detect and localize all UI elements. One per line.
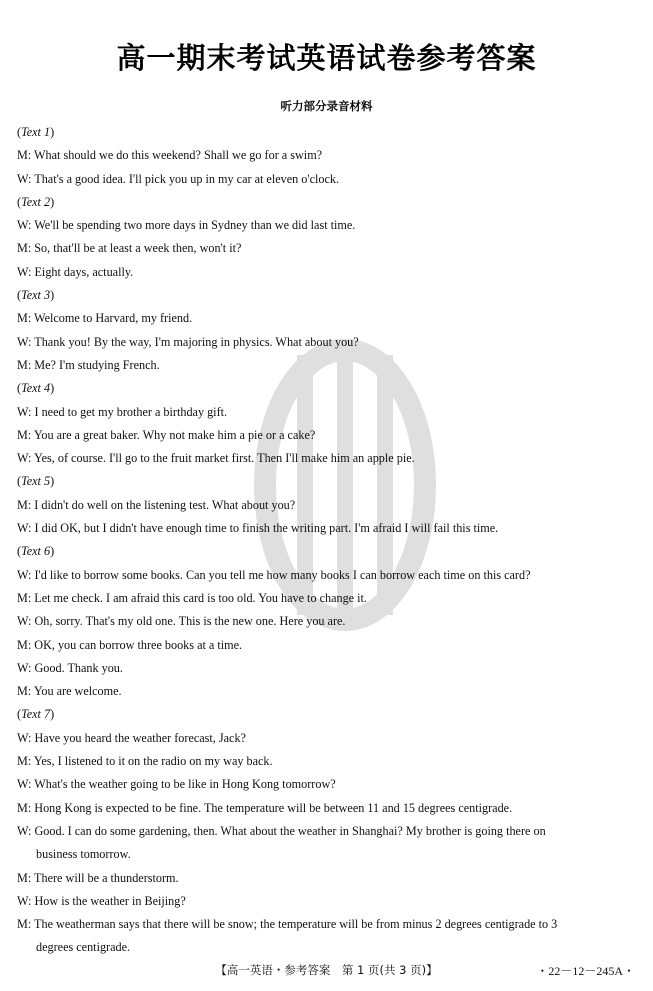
dialogue-line: W: Oh, sorry. That's my old one. This is the new one. Here you are. <box>17 614 346 629</box>
text-label: (Text 1) <box>17 125 55 139</box>
dialogue-line: degrees centigrade. <box>36 940 131 955</box>
dialogue-line: W: That's a good idea. I'll pick you up in my car at eleven o'clock. <box>17 171 340 186</box>
dialogue-line: M: Hong Kong is expected to be fine. The temperature will be between 11 and 15 degrees centigrade. <box>17 800 513 815</box>
dialogue-line: M: Let me check. I am afraid this card is too old. You have to change it. <box>17 590 367 605</box>
dialogue-line: W: I'd like to borrow some books. Can you tell me how many books I can borrow each time on this card? <box>17 567 531 582</box>
dialogue-line: W: Eight days, actually. <box>17 264 134 279</box>
dialogue-line: M: You are welcome. <box>17 684 122 699</box>
text-label: (Text 2) <box>17 194 55 209</box>
text-label: (Text 6) <box>17 544 55 559</box>
dialogue-line: W: Have you heard the weather forecast, Jack? <box>17 730 246 745</box>
text-label: (Text 5) <box>17 474 55 489</box>
dialogue-line: W: Thank you! By the way, I'm majoring in physics. What about you? <box>17 334 359 349</box>
text-label: (Text 3) <box>17 288 55 303</box>
dialogue-line: M: I didn't do well on the listening test. What about you? <box>17 497 296 512</box>
dialogue-line: M: You are a great baker. Why not make him a pie or a cake? <box>17 427 316 442</box>
dialogue-line: M: So, that'll be at least a week then, won't it? <box>17 241 242 256</box>
dialogue-line: W: How is the weather in Beijing? <box>17 893 186 908</box>
dialogue-line: W: Yes, of course. I'll go to the fruit market first. Then I'll make him an apple pie. <box>17 451 415 466</box>
dialogue-line: M: Yes, I listened to it on the radio on my way back. <box>17 754 273 769</box>
dialogue-line: W: Good. Thank you. <box>17 660 123 675</box>
text-label: (Text 7) <box>17 707 55 722</box>
dialogue-line: M: There will be a thunderstorm. <box>17 870 179 885</box>
dialogue-line: M: Me? I'm studying French. <box>17 357 160 372</box>
dialogue-line: W: I need to get my brother a birthday gift. <box>17 404 228 419</box>
dialogue-line: M: OK, you can borrow three books at a time. <box>17 637 243 652</box>
page-title: 高一期末考试英语试卷参考答案 <box>116 41 537 75</box>
dialogue-line: business tomorrow. <box>36 847 131 862</box>
dialogue-line: M: The weatherman says that there will be snow; the temperature will be from minus 2 degrees centigrade to 3 <box>17 917 558 932</box>
page-footer <box>0 962 653 980</box>
dialogue-line: W: Good. I can do some gardening, then. What about the weather in Shanghai? My brother is going there on <box>17 823 546 838</box>
footer-code: ・22－12－245A・ <box>536 964 635 978</box>
text-label: (Text 4) <box>17 381 55 396</box>
dialogue-line: W: What's the weather going to be like in Hong Kong tomorrow? <box>17 777 336 792</box>
dialogue-line: M: Welcome to Harvard, my friend. <box>17 311 193 326</box>
dialogue-line: W: We'll be spending two more days in Sydney than we did last time. <box>17 218 356 233</box>
dialogue-line: W: I did OK, but I didn't have enough time to finish the writing part. I'm afraid I will fail this time. <box>17 521 499 536</box>
section-subtitle: 听力部分录音材料 <box>280 99 373 113</box>
dialogue-line: M: What should we do this weekend? Shall we go for a swim? <box>17 148 323 163</box>
transcript <box>17 121 641 960</box>
footer-page-info: 【高一英语・参考答案 第 1 页(共 3 页)】 <box>215 963 438 977</box>
